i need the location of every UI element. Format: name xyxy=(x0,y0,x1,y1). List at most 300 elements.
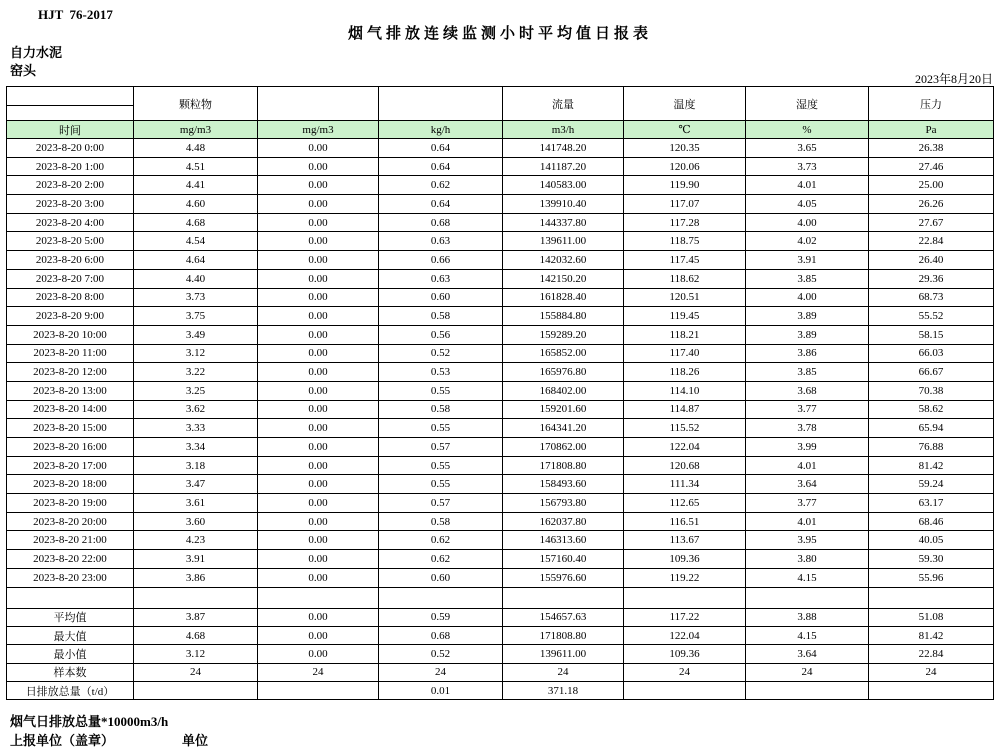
summary-cell-2: 0.00 xyxy=(258,608,379,626)
data-cell-4: 139611.00 xyxy=(503,232,624,251)
data-cell-2: 0.00 xyxy=(258,419,379,438)
data-cell-2: 0.00 xyxy=(258,512,379,531)
data-cell-4: 162037.80 xyxy=(503,512,624,531)
blank-cell-7 xyxy=(869,587,994,608)
summary-cell-5: 24 xyxy=(624,663,746,681)
data-cell-3: 0.55 xyxy=(379,419,503,438)
data-cell-1: 3.22 xyxy=(134,363,258,382)
data-cell-7: 27.46 xyxy=(869,157,994,176)
blank-cell-4 xyxy=(503,587,624,608)
summary-cell-6: 3.88 xyxy=(746,608,869,626)
data-cell-0: 2023-8-20 18:00 xyxy=(7,475,134,494)
data-cell-6: 4.05 xyxy=(746,195,869,214)
data-cell-5: 122.04 xyxy=(624,438,746,457)
data-cell-1: 3.12 xyxy=(134,344,258,363)
data-cell-6: 3.85 xyxy=(746,269,869,288)
data-cell-0: 2023-8-20 10:00 xyxy=(7,325,134,344)
summary-cell-1: 3.12 xyxy=(134,645,258,663)
data-cell-2: 0.00 xyxy=(258,400,379,419)
summary-row xyxy=(7,608,994,626)
data-cell-4: 158493.60 xyxy=(503,475,624,494)
table-row xyxy=(7,176,994,195)
blank-row xyxy=(7,587,994,608)
data-cell-5: 119.22 xyxy=(624,568,746,587)
data-cell-3: 0.63 xyxy=(379,269,503,288)
data-cell-4: 146313.60 xyxy=(503,531,624,550)
data-cell-7: 66.03 xyxy=(869,344,994,363)
data-cell-5: 118.62 xyxy=(624,269,746,288)
data-cell-5: 119.90 xyxy=(624,176,746,195)
data-cell-5: 109.36 xyxy=(624,550,746,569)
summary-cell-2: 0.00 xyxy=(258,626,379,644)
data-cell-4: 171808.80 xyxy=(503,456,624,475)
summary-cell-0: 最小值 xyxy=(7,645,134,663)
data-cell-3: 0.55 xyxy=(379,475,503,494)
company-name: 自力水泥 xyxy=(10,45,63,60)
data-cell-7: 29.36 xyxy=(869,269,994,288)
data-cell-1: 4.23 xyxy=(134,531,258,550)
data-cell-4: 165852.00 xyxy=(503,344,624,363)
data-cell-4: 139910.40 xyxy=(503,195,624,214)
data-cell-6: 4.01 xyxy=(746,512,869,531)
data-cell-0: 2023-8-20 17:00 xyxy=(7,456,134,475)
summary-cell-3: 0.01 xyxy=(379,682,503,700)
data-cell-0: 2023-8-20 0:00 xyxy=(7,139,134,158)
data-cell-2: 0.00 xyxy=(258,344,379,363)
data-cell-1: 3.62 xyxy=(134,400,258,419)
data-cell-1: 3.60 xyxy=(134,512,258,531)
data-cell-5: 118.26 xyxy=(624,363,746,382)
data-cell-7: 63.17 xyxy=(869,494,994,513)
data-cell-6: 4.15 xyxy=(746,568,869,587)
table-row xyxy=(7,232,994,251)
unit-header-cell-1: mg/m3 xyxy=(134,121,258,139)
data-cell-3: 0.57 xyxy=(379,494,503,513)
data-cell-2: 0.00 xyxy=(258,251,379,270)
data-cell-7: 70.38 xyxy=(869,381,994,400)
summary-cell-1: 4.68 xyxy=(134,626,258,644)
data-cell-7: 58.15 xyxy=(869,325,994,344)
data-cell-0: 2023-8-20 21:00 xyxy=(7,531,134,550)
data-cell-4: 157160.40 xyxy=(503,550,624,569)
footer-signature-line xyxy=(10,730,209,749)
data-cell-1: 3.47 xyxy=(134,475,258,494)
summary-cell-4: 24 xyxy=(503,663,624,681)
data-cell-5: 117.40 xyxy=(624,344,746,363)
data-cell-6: 3.91 xyxy=(746,251,869,270)
table-row xyxy=(7,251,994,270)
summary-cell-4: 139611.00 xyxy=(503,645,624,663)
data-cell-6: 3.80 xyxy=(746,550,869,569)
header-empty-2 xyxy=(379,87,503,121)
data-cell-1: 3.75 xyxy=(134,307,258,326)
data-cell-6: 3.68 xyxy=(746,381,869,400)
data-cell-1: 3.33 xyxy=(134,419,258,438)
data-cell-7: 26.40 xyxy=(869,251,994,270)
data-cell-3: 0.62 xyxy=(379,176,503,195)
data-cell-3: 0.62 xyxy=(379,531,503,550)
data-cell-1: 4.41 xyxy=(134,176,258,195)
summary-cell-3: 0.59 xyxy=(379,608,503,626)
data-cell-3: 0.53 xyxy=(379,363,503,382)
data-cell-0: 2023-8-20 16:00 xyxy=(7,438,134,457)
data-cell-6: 3.65 xyxy=(746,139,869,158)
summary-cell-0: 平均值 xyxy=(7,608,134,626)
data-cell-2: 0.00 xyxy=(258,494,379,513)
summary-cell-7 xyxy=(869,682,994,700)
data-cell-6: 4.02 xyxy=(746,232,869,251)
data-cell-6: 4.01 xyxy=(746,176,869,195)
summary-cell-1: 3.87 xyxy=(134,608,258,626)
data-cell-7: 58.62 xyxy=(869,400,994,419)
data-cell-2: 0.00 xyxy=(258,363,379,382)
data-cell-5: 113.67 xyxy=(624,531,746,550)
data-cell-7: 26.26 xyxy=(869,195,994,214)
summary-cell-3: 0.52 xyxy=(379,645,503,663)
data-cell-4: 164341.20 xyxy=(503,419,624,438)
data-cell-1: 4.51 xyxy=(134,157,258,176)
summary-cell-7: 51.08 xyxy=(869,608,994,626)
data-cell-0: 2023-8-20 11:00 xyxy=(7,344,134,363)
data-cell-4: 161828.40 xyxy=(503,288,624,307)
report-unit-label: 上报单位（盖章） xyxy=(10,733,115,748)
data-cell-2: 0.00 xyxy=(258,269,379,288)
data-cell-2: 0.00 xyxy=(258,288,379,307)
unit-header-cell-4: m3/h xyxy=(503,121,624,139)
summary-cell-5: 122.04 xyxy=(624,626,746,644)
data-cell-1: 3.91 xyxy=(134,550,258,569)
data-cell-5: 118.75 xyxy=(624,232,746,251)
data-cell-0: 2023-8-20 4:00 xyxy=(7,213,134,232)
data-cell-5: 118.21 xyxy=(624,325,746,344)
blank-cell-2 xyxy=(258,587,379,608)
summary-cell-6: 4.15 xyxy=(746,626,869,644)
summary-cell-2: 0.00 xyxy=(258,645,379,663)
table-row xyxy=(7,419,994,438)
data-cell-7: 76.88 xyxy=(869,438,994,457)
footer-note: 烟气日排放总量*10000m3/h xyxy=(10,714,169,729)
summary-row xyxy=(7,682,994,700)
data-cell-2: 0.00 xyxy=(258,456,379,475)
data-cell-7: 59.24 xyxy=(869,475,994,494)
summary-cell-0: 最大值 xyxy=(7,626,134,644)
data-cell-1: 3.61 xyxy=(134,494,258,513)
data-cell-5: 120.68 xyxy=(624,456,746,475)
data-cell-2: 0.00 xyxy=(258,232,379,251)
data-cell-3: 0.63 xyxy=(379,232,503,251)
data-cell-6: 3.77 xyxy=(746,494,869,513)
data-cell-0: 2023-8-20 7:00 xyxy=(7,269,134,288)
data-cell-0: 2023-8-20 14:00 xyxy=(7,400,134,419)
data-cell-6: 4.00 xyxy=(746,213,869,232)
header-flow: 流量 xyxy=(503,87,624,121)
table-row xyxy=(7,157,994,176)
data-cell-1: 4.40 xyxy=(134,269,258,288)
data-cell-6: 3.78 xyxy=(746,419,869,438)
data-cell-3: 0.58 xyxy=(379,307,503,326)
data-cell-6: 3.73 xyxy=(746,157,869,176)
data-cell-6: 3.86 xyxy=(746,344,869,363)
header-corner-bottom xyxy=(7,106,134,121)
summary-cell-7: 22.84 xyxy=(869,645,994,663)
data-cell-4: 155976.60 xyxy=(503,568,624,587)
data-cell-2: 0.00 xyxy=(258,475,379,494)
data-cell-3: 0.60 xyxy=(379,288,503,307)
header-particulate: 颗粒物 xyxy=(134,87,258,121)
data-cell-6: 3.64 xyxy=(746,475,869,494)
data-cell-5: 120.51 xyxy=(624,288,746,307)
data-cell-5: 115.52 xyxy=(624,419,746,438)
summary-body xyxy=(7,608,994,700)
data-cell-3: 0.64 xyxy=(379,157,503,176)
data-cell-1: 4.54 xyxy=(134,232,258,251)
data-cell-1: 3.73 xyxy=(134,288,258,307)
unit-header-cell-6: % xyxy=(746,121,869,139)
data-cell-3: 0.56 xyxy=(379,325,503,344)
report-table xyxy=(6,86,994,700)
data-cell-1: 3.25 xyxy=(134,381,258,400)
data-cell-1: 4.68 xyxy=(134,213,258,232)
data-cell-4: 142150.20 xyxy=(503,269,624,288)
data-cell-7: 81.42 xyxy=(869,456,994,475)
table-row xyxy=(7,269,994,288)
summary-row xyxy=(7,663,994,681)
table-row xyxy=(7,381,994,400)
summary-cell-4: 154657.63 xyxy=(503,608,624,626)
summary-cell-6: 24 xyxy=(746,663,869,681)
data-cell-0: 2023-8-20 22:00 xyxy=(7,550,134,569)
data-cell-0: 2023-8-20 5:00 xyxy=(7,232,134,251)
data-cell-2: 0.00 xyxy=(258,325,379,344)
data-cell-4: 159289.20 xyxy=(503,325,624,344)
data-cell-3: 0.55 xyxy=(379,381,503,400)
data-cell-4: 155884.80 xyxy=(503,307,624,326)
table-row xyxy=(7,550,994,569)
data-cell-1: 3.34 xyxy=(134,438,258,457)
data-cell-2: 0.00 xyxy=(258,213,379,232)
data-cell-6: 3.77 xyxy=(746,400,869,419)
data-cell-2: 0.00 xyxy=(258,568,379,587)
data-cell-3: 0.62 xyxy=(379,550,503,569)
data-cell-0: 2023-8-20 8:00 xyxy=(7,288,134,307)
summary-cell-7: 24 xyxy=(869,663,994,681)
data-cell-6: 4.00 xyxy=(746,288,869,307)
summary-cell-1 xyxy=(134,682,258,700)
data-cell-0: 2023-8-20 19:00 xyxy=(7,494,134,513)
data-cell-7: 26.38 xyxy=(869,139,994,158)
data-cell-4: 141187.20 xyxy=(503,157,624,176)
unit-header-row xyxy=(7,121,994,139)
table-row xyxy=(7,438,994,457)
data-cell-0: 2023-8-20 9:00 xyxy=(7,307,134,326)
data-cell-4: 140583.00 xyxy=(503,176,624,195)
data-cell-7: 66.67 xyxy=(869,363,994,382)
table-row xyxy=(7,512,994,531)
data-cell-3: 0.58 xyxy=(379,400,503,419)
report-date: 2023年8月20日 xyxy=(914,72,993,86)
data-cell-5: 116.51 xyxy=(624,512,746,531)
table-row xyxy=(7,325,994,344)
data-cell-6: 3.99 xyxy=(746,438,869,457)
data-cell-4: 168402.00 xyxy=(503,381,624,400)
data-cell-3: 0.60 xyxy=(379,568,503,587)
header-humidity: 湿度 xyxy=(746,87,869,121)
data-cell-0: 2023-8-20 12:00 xyxy=(7,363,134,382)
data-cell-5: 117.28 xyxy=(624,213,746,232)
summary-cell-7: 81.42 xyxy=(869,626,994,644)
data-cell-5: 112.65 xyxy=(624,494,746,513)
data-cell-7: 25.00 xyxy=(869,176,994,195)
summary-cell-5 xyxy=(624,682,746,700)
data-cell-0: 2023-8-20 20:00 xyxy=(7,512,134,531)
data-cell-7: 68.73 xyxy=(869,288,994,307)
data-cell-2: 0.00 xyxy=(258,438,379,457)
unit-header-cell-7: Pa xyxy=(869,121,994,139)
table-row xyxy=(7,195,994,214)
data-cell-1: 4.64 xyxy=(134,251,258,270)
blank-cell-0 xyxy=(7,587,134,608)
data-cell-7: 55.96 xyxy=(869,568,994,587)
data-cell-5: 111.34 xyxy=(624,475,746,494)
table-row xyxy=(7,568,994,587)
summary-cell-5: 109.36 xyxy=(624,645,746,663)
unit-header-cell-2: mg/m3 xyxy=(258,121,379,139)
data-cell-7: 40.05 xyxy=(869,531,994,550)
data-cell-3: 0.64 xyxy=(379,195,503,214)
summary-cell-6: 3.64 xyxy=(746,645,869,663)
summary-row xyxy=(7,626,994,644)
blank-cell-1 xyxy=(134,587,258,608)
table-row xyxy=(7,307,994,326)
data-cell-0: 2023-8-20 6:00 xyxy=(7,251,134,270)
data-cell-0: 2023-8-20 1:00 xyxy=(7,157,134,176)
table-row xyxy=(7,139,994,158)
blank-cell-6 xyxy=(746,587,869,608)
data-cell-4: 156793.80 xyxy=(503,494,624,513)
data-cell-2: 0.00 xyxy=(258,195,379,214)
header-group-row xyxy=(7,87,994,106)
data-cell-5: 117.45 xyxy=(624,251,746,270)
blank-cell-3 xyxy=(379,587,503,608)
data-cell-5: 117.07 xyxy=(624,195,746,214)
summary-cell-3: 0.68 xyxy=(379,626,503,644)
spacer-body xyxy=(7,587,994,608)
data-cell-1: 3.49 xyxy=(134,325,258,344)
hourly-data-body xyxy=(7,139,994,588)
data-cell-2: 0.00 xyxy=(258,381,379,400)
unit-header-cell-5: ℃ xyxy=(624,121,746,139)
data-cell-3: 0.58 xyxy=(379,512,503,531)
table-row xyxy=(7,475,994,494)
monitoring-point: 窑头 xyxy=(10,63,37,78)
data-cell-7: 27.67 xyxy=(869,213,994,232)
data-cell-5: 114.87 xyxy=(624,400,746,419)
unit-header-cell-0: 时间 xyxy=(7,121,134,139)
data-cell-6: 4.01 xyxy=(746,456,869,475)
summary-cell-4: 371.18 xyxy=(503,682,624,700)
header-corner-top xyxy=(7,87,134,106)
summary-cell-4: 171808.80 xyxy=(503,626,624,644)
table-row xyxy=(7,494,994,513)
page-title: 烟气排放连续监测小时平均值日报表 xyxy=(347,26,652,42)
data-cell-6: 3.89 xyxy=(746,325,869,344)
summary-cell-2: 24 xyxy=(258,663,379,681)
data-cell-4: 165976.80 xyxy=(503,363,624,382)
data-cell-0: 2023-8-20 2:00 xyxy=(7,176,134,195)
data-cell-7: 22.84 xyxy=(869,232,994,251)
data-cell-1: 4.48 xyxy=(134,139,258,158)
data-cell-7: 65.94 xyxy=(869,419,994,438)
table-row xyxy=(7,344,994,363)
header-empty-1 xyxy=(258,87,379,121)
summary-cell-3: 24 xyxy=(379,663,503,681)
data-cell-0: 2023-8-20 15:00 xyxy=(7,419,134,438)
table-row xyxy=(7,400,994,419)
data-cell-2: 0.00 xyxy=(258,176,379,195)
data-cell-1: 4.60 xyxy=(134,195,258,214)
blank-cell-5 xyxy=(624,587,746,608)
summary-cell-5: 117.22 xyxy=(624,608,746,626)
data-cell-0: 2023-8-20 23:00 xyxy=(7,568,134,587)
data-cell-0: 2023-8-20 13:00 xyxy=(7,381,134,400)
table-row xyxy=(7,531,994,550)
data-cell-2: 0.00 xyxy=(258,550,379,569)
summary-cell-2 xyxy=(258,682,379,700)
data-cell-5: 114.10 xyxy=(624,381,746,400)
data-cell-6: 3.89 xyxy=(746,307,869,326)
data-cell-7: 59.30 xyxy=(869,550,994,569)
data-cell-1: 3.18 xyxy=(134,456,258,475)
table-row xyxy=(7,456,994,475)
data-cell-7: 68.46 xyxy=(869,512,994,531)
data-cell-3: 0.66 xyxy=(379,251,503,270)
unit-label: 单位 xyxy=(182,733,209,748)
data-cell-6: 3.85 xyxy=(746,363,869,382)
data-cell-2: 0.00 xyxy=(258,307,379,326)
table-row xyxy=(7,288,994,307)
data-cell-2: 0.00 xyxy=(258,531,379,550)
data-cell-3: 0.57 xyxy=(379,438,503,457)
summary-cell-0: 日排放总量（t/d） xyxy=(7,682,134,700)
data-cell-4: 144337.80 xyxy=(503,213,624,232)
data-cell-3: 0.64 xyxy=(379,139,503,158)
header-pressure: 压力 xyxy=(869,87,994,121)
data-cell-4: 159201.60 xyxy=(503,400,624,419)
summary-cell-0: 样本数 xyxy=(7,663,134,681)
data-cell-1: 3.86 xyxy=(134,568,258,587)
standard-code: HJT 76-2017 xyxy=(38,7,113,22)
data-cell-7: 55.52 xyxy=(869,307,994,326)
data-cell-3: 0.55 xyxy=(379,456,503,475)
data-cell-2: 0.00 xyxy=(258,157,379,176)
data-cell-4: 141748.20 xyxy=(503,139,624,158)
summary-cell-6 xyxy=(746,682,869,700)
summary-row xyxy=(7,645,994,663)
data-cell-3: 0.68 xyxy=(379,213,503,232)
data-cell-0: 2023-8-20 3:00 xyxy=(7,195,134,214)
table-row xyxy=(7,363,994,382)
data-cell-5: 120.35 xyxy=(624,139,746,158)
unit-header-cell-3: kg/h xyxy=(379,121,503,139)
header-temperature: 温度 xyxy=(624,87,746,121)
data-cell-3: 0.52 xyxy=(379,344,503,363)
data-cell-2: 0.00 xyxy=(258,139,379,158)
data-cell-5: 120.06 xyxy=(624,157,746,176)
data-cell-5: 119.45 xyxy=(624,307,746,326)
table-row xyxy=(7,213,994,232)
data-cell-6: 3.95 xyxy=(746,531,869,550)
data-cell-4: 170862.00 xyxy=(503,438,624,457)
